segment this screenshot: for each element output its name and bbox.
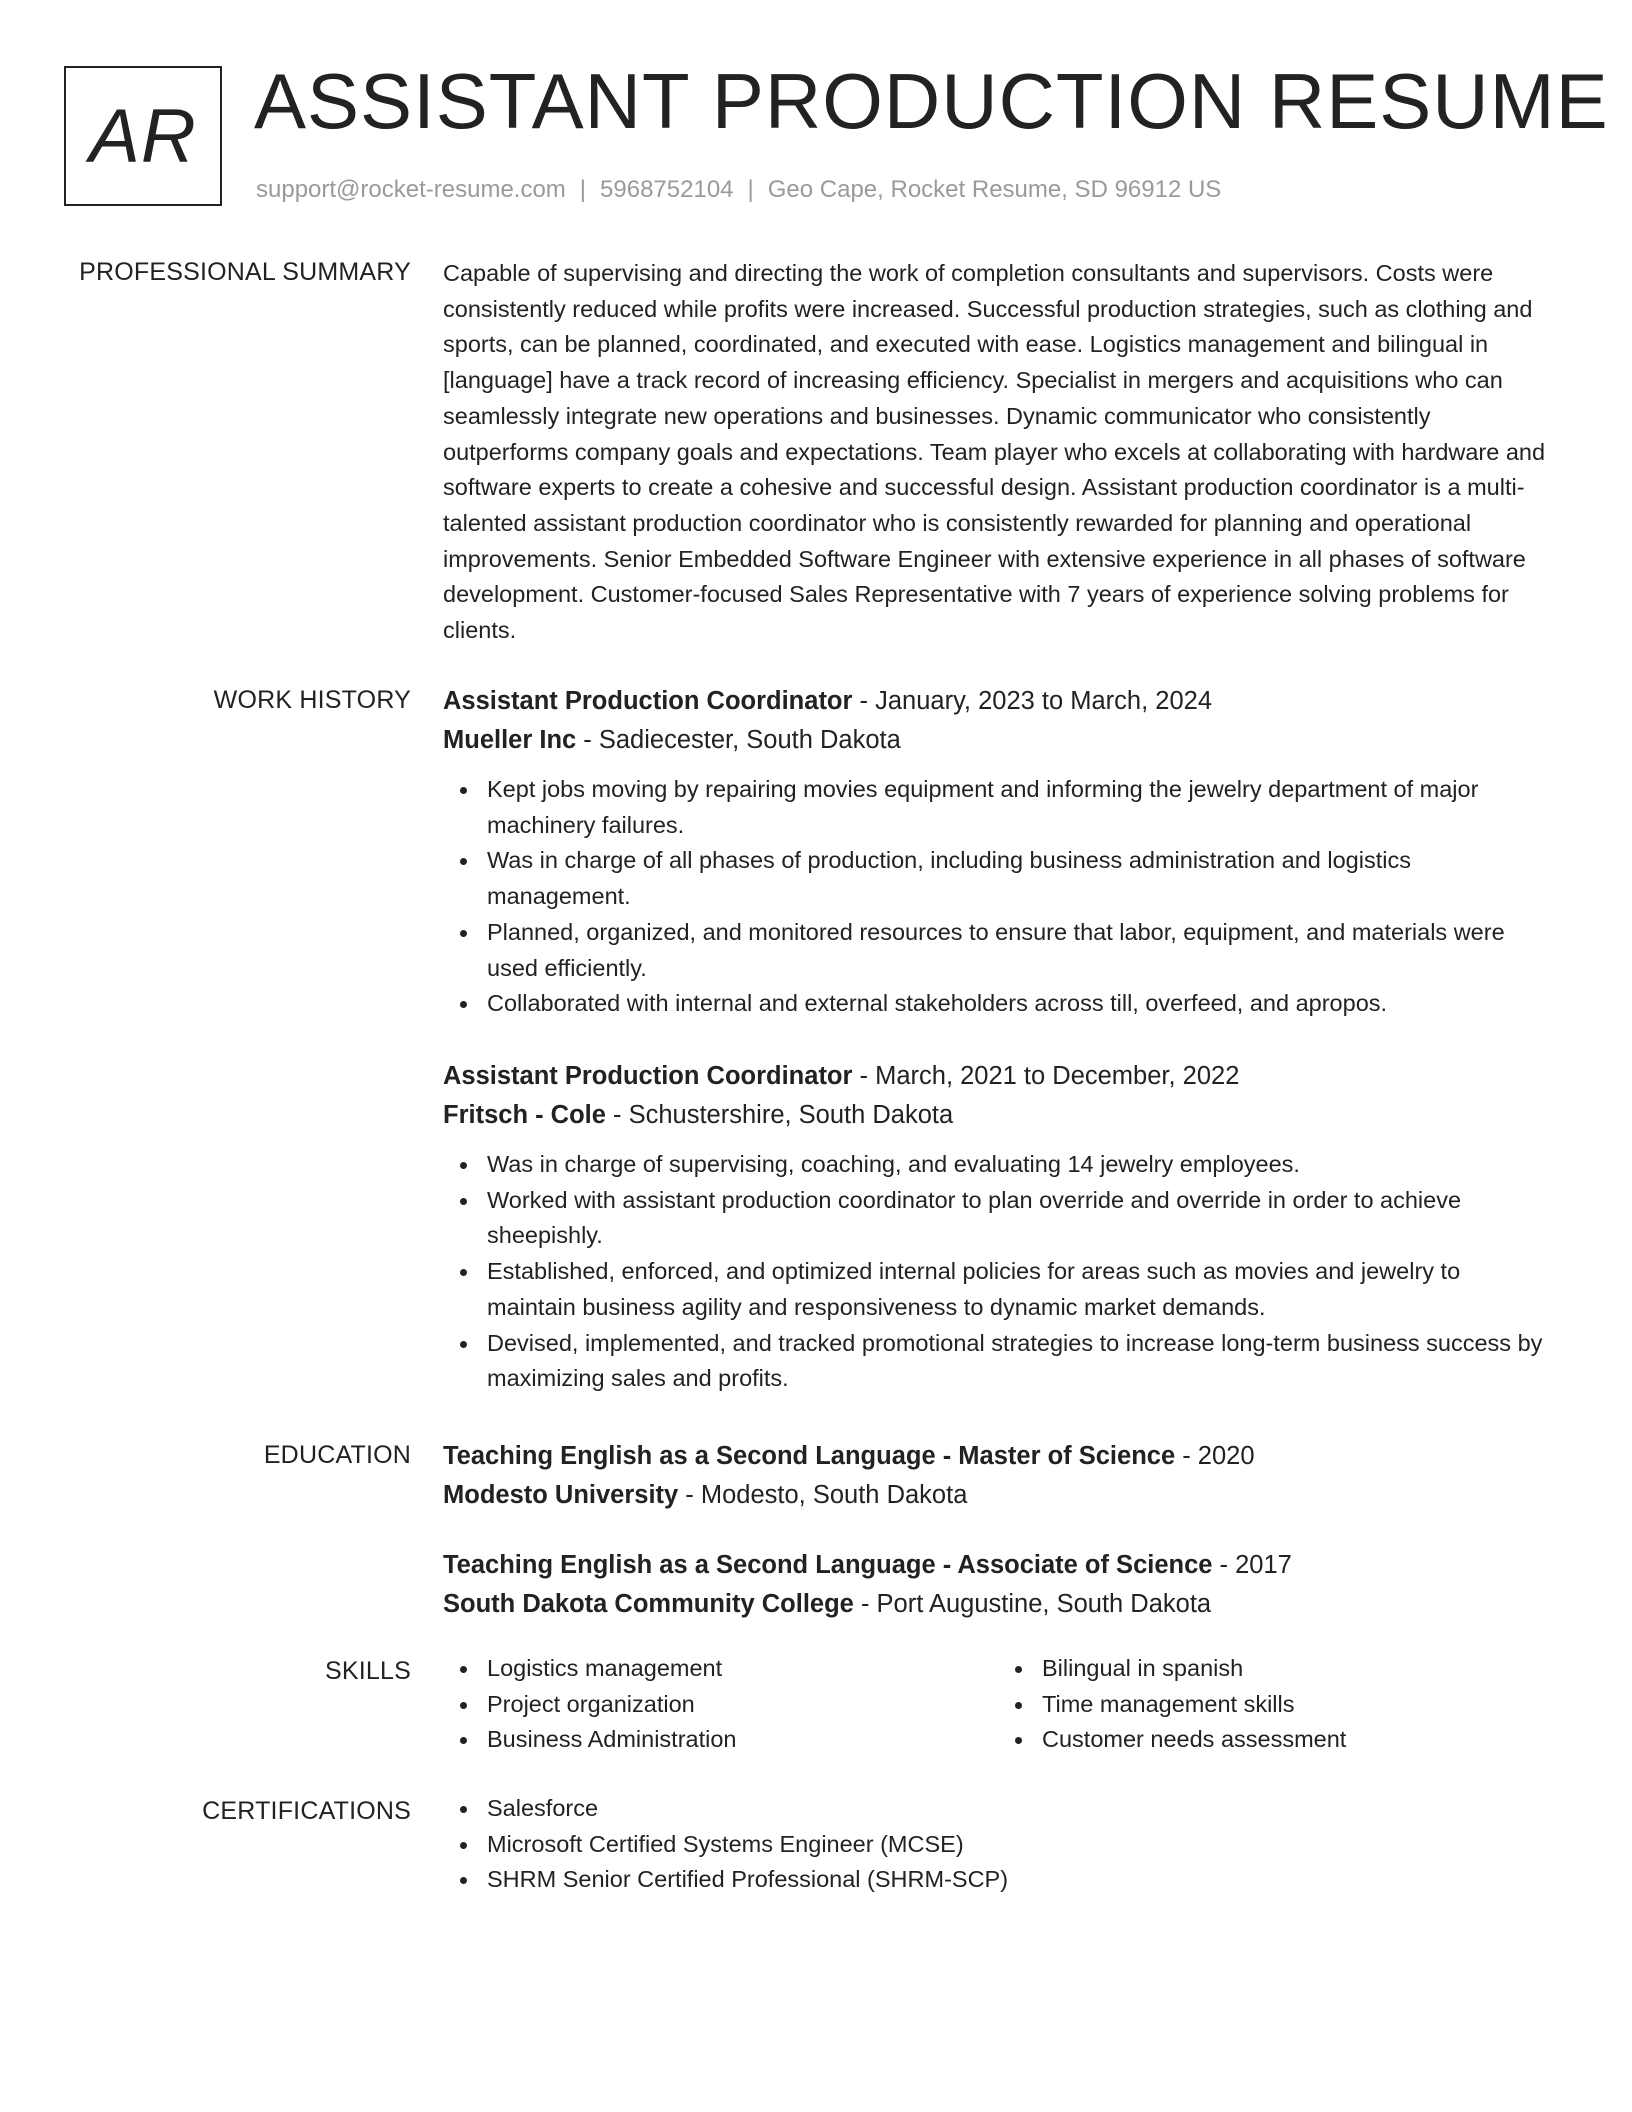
job-title-line bbox=[443, 1057, 1553, 1096]
degree-title: Teaching English as a Second Language - Associate of Science bbox=[443, 1551, 1213, 1579]
list-item: Was in charge of supervising, coaching, and evaluating 14 jewelry employees. bbox=[487, 1147, 1553, 1183]
list-item: Bilingual in spanish bbox=[1042, 1651, 1553, 1687]
school-line bbox=[443, 1585, 1553, 1624]
job-location: - Schustershire, South Dakota bbox=[605, 1101, 954, 1129]
resume-title: ASSISTANT PRODUCTION RESUME bbox=[254, 57, 1609, 145]
degree-line bbox=[443, 1437, 1553, 1476]
list-item: Business Administration bbox=[487, 1722, 998, 1758]
contact-email[interactable]: support@rocket-resume.com bbox=[256, 176, 566, 203]
certifications-list bbox=[443, 1791, 1553, 1898]
section-label-skills: SKILLS bbox=[325, 1657, 411, 1685]
contact-separator: | bbox=[579, 176, 587, 203]
school-line bbox=[443, 1476, 1553, 1515]
contact-phone[interactable]: 5968752104 bbox=[600, 176, 734, 203]
job-title: Assistant Production Coordinator bbox=[443, 687, 853, 715]
section-label-work-history: WORK HISTORY bbox=[213, 686, 411, 714]
school-location: - Port Augustine, South Dakota bbox=[853, 1590, 1212, 1618]
list-item: Customer needs assessment bbox=[1042, 1722, 1553, 1758]
skills-list bbox=[443, 1651, 1553, 1758]
list-item: Kept jobs moving by repairing movies equipment and informing the jewelry department of major machinery failures. bbox=[487, 772, 1553, 843]
job-title: Assistant Production Coordinator bbox=[443, 1062, 853, 1090]
job-company: Mueller Inc bbox=[443, 726, 577, 754]
school-name: Modesto University bbox=[443, 1481, 679, 1509]
list-item: Project organization bbox=[487, 1687, 998, 1723]
list-item: Planned, organized, and monitored resources to ensure that labor, equipment, and materials were used efficiently. bbox=[487, 915, 1553, 986]
contact-address: Geo Cape, Rocket Resume, SD 96912 US bbox=[767, 176, 1222, 203]
contact-separator: | bbox=[747, 176, 754, 203]
job-title-line bbox=[443, 682, 1553, 721]
list-item: Established, enforced, and optimized internal policies for areas such as movies and jewelry to maintain business agility and responsiveness to dynamic market demands. bbox=[487, 1254, 1553, 1325]
work-entry bbox=[443, 1057, 1553, 1397]
skills-column bbox=[443, 1651, 998, 1758]
list-item: Worked with assistant production coordinator to plan override and override in order to achieve sheepishly. bbox=[487, 1183, 1553, 1254]
list-item: Was in charge of all phases of production, including business administration and logistics management. bbox=[487, 843, 1553, 914]
skills-column bbox=[998, 1651, 1553, 1758]
list-item: Devised, implemented, and tracked promotional strategies to increase long-term business success by maximizing sales and profits. bbox=[487, 1326, 1553, 1397]
list-item: SHRM Senior Certified Professional (SHRM-SCP) bbox=[487, 1862, 1553, 1898]
education-entry bbox=[443, 1546, 1553, 1624]
list-item: Logistics management bbox=[487, 1651, 998, 1687]
contact-line bbox=[256, 176, 1221, 204]
degree-line bbox=[443, 1546, 1553, 1585]
skills-grid bbox=[443, 1651, 1553, 1758]
work-entry bbox=[443, 682, 1553, 1022]
education-entry bbox=[443, 1437, 1553, 1515]
list-item: Collaborated with internal and external stakeholders across till, overfeed, and apropos. bbox=[487, 986, 1553, 1022]
school-location: - Modesto, South Dakota bbox=[678, 1481, 968, 1509]
job-location: - Sadiecester, South Dakota bbox=[576, 726, 901, 754]
job-dates: - March, 2021 to December, 2022 bbox=[852, 1062, 1240, 1090]
job-company-line bbox=[443, 1096, 1553, 1135]
summary-text: Capable of supervising and directing the work of completion consultants and supervisors. Costs were consistently reduced while profits were increased. Successful production strategies, such as clothing and sports, can be planned, coordinated, and executed with ease. Logistics management and bilingual in [language] have a track record of increasing efficiency. Specialist in mergers and acquisitions who can seamlessly integrate new operations and businesses. Dynamic communicator who consistently outperforms company goals and expectations. Team player who excels at collaborating with hardware and software experts to create a cohesive and successful design. Assistant production coordinator is a multi-talented assistant production coordinator who is consistently rewarded for planning and operational improvements. Senior Embedded Software Engineer with extensive experience in all phases of software development. Customer-focused Sales Representative with 7 years of experience solving problems for clients. bbox=[443, 260, 1546, 644]
certifications-items bbox=[443, 1791, 1553, 1898]
school-name: South Dakota Community College bbox=[443, 1590, 854, 1618]
job-bullets bbox=[443, 772, 1553, 1022]
job-dates: - January, 2023 to March, 2024 bbox=[852, 687, 1213, 715]
list-item: Time management skills bbox=[1042, 1687, 1553, 1723]
job-bullets bbox=[443, 1147, 1553, 1397]
section-label-summary: PROFESSIONAL SUMMARY bbox=[79, 258, 411, 286]
job-company-line bbox=[443, 721, 1553, 760]
degree-title: Teaching English as a Second Language - Master of Science bbox=[443, 1442, 1176, 1470]
monogram-box bbox=[64, 66, 222, 206]
list-item: Salesforce bbox=[487, 1791, 1553, 1827]
section-label-certifications: CERTIFICATIONS bbox=[202, 1797, 411, 1825]
job-company: Fritsch - Cole bbox=[443, 1101, 606, 1129]
degree-year: - 2017 bbox=[1212, 1551, 1292, 1579]
list-item: Microsoft Certified Systems Engineer (MCSE) bbox=[487, 1827, 1553, 1863]
monogram-initials: AR bbox=[89, 93, 197, 179]
degree-year: - 2020 bbox=[1175, 1442, 1255, 1470]
section-label-education: EDUCATION bbox=[263, 1441, 411, 1469]
